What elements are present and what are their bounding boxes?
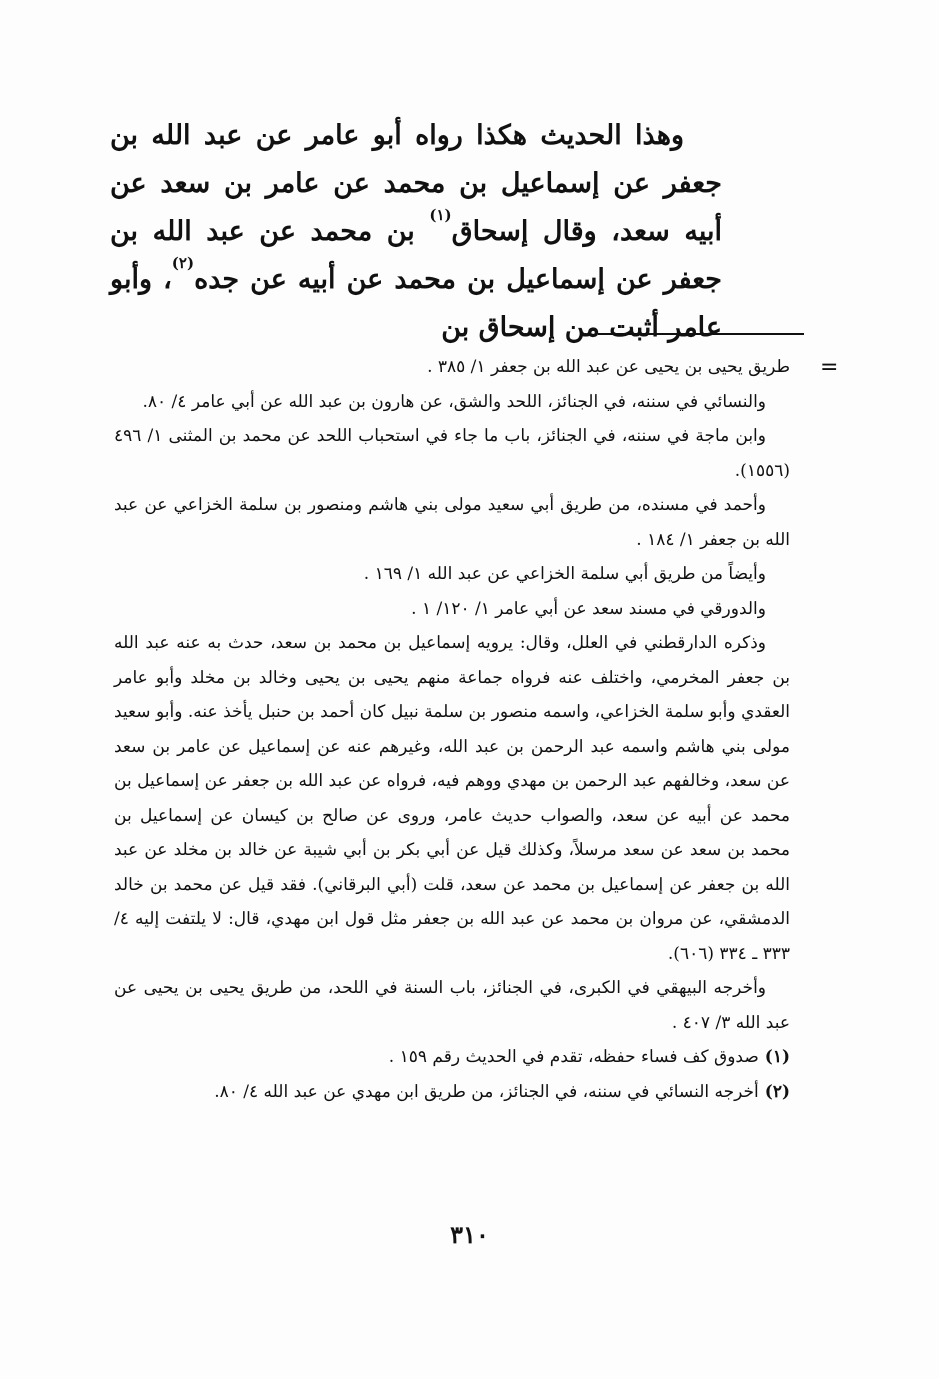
footnotes-section (114, 350, 790, 1109)
footnote-text: صدوق كف فساء حفظه، تقدم في الحديث رقم ١٥٩ . (388, 1047, 759, 1067)
footnote-2 (114, 1075, 790, 1110)
note-line: وأيضاً من طريق أبي سلمة الخزاعي عن عبد الله ١/ ١٦٩ . (363, 564, 766, 584)
note-line: وذكره الدارقطني في العلل، وقال: يرويه إسماعيل بن محمد بن سعد، حدث به عنه عبد الله بن جعفر المخرمي، واختلف عنه فرواه جماعة منهم يحيى بن يحيى وخالد بن مخلد وأبو عامر العقدي وأبو سلمة الخزاعي، واسمه منصور بن سلمة نبيل كان أحمد بن حنبل يأخذ عنه. وأبو سعيد مولى بني هاشم واسمه عبد الرحمن بن عبد الله، وغيرهم عنه عن إسماعيل عن عامر بن سعد عن سعد، وخالفهم عبد الرحمن بن مهدي ووهم فيه، فرواه عن عبد الله بن جعفر عن إسماعيل بن محمد عن أبيه عن سعد، والصواب حديث عامر، وروى عن صالح بن كيسان عن إسماعيل بن محمد بن سعد عن سعد مرسلاً، وكذلك قيل عن أبي بكر بن أبي شيبة عن خالد بن مخلد عن عبد الله بن جعفر عن إسماعيل بن محمد عن سعد، قلت (أبي البرقاني). فقد قيل عن محمد بن خالد الدمشقي، عن مروان بن محمد عن عبد الله بن جعفر مثل قول ابن مهدي، قال: لا يلتفت إليه ٤/ ٣٣٣ ـ ٣٣٤ (٦٠٦). (114, 633, 790, 964)
note-line: وابن ماجة في سننه، في الجنائز، باب ما جاء في استحباب اللحد عن محمد بن المثنى ١/ ٤٩٦ (١٥٥٦). (114, 426, 790, 481)
footnote-text: أخرجه النسائي في سننه، في الجنائز، من طريق ابن مهدي عن عبد الله ٤/ ٨٠. (214, 1081, 759, 1102)
footnote-1 (114, 1040, 790, 1075)
footnote-ref-1: (١) (429, 206, 452, 224)
main-text-part-3: ، وأبو عامر أثبت من إسحاق بن (110, 264, 722, 343)
footnote-number: (١) (764, 1047, 790, 1067)
note-line: طريق يحيى بن يحيى عن عبد الله بن جعفر ١/ ٣٨٥ . (427, 357, 790, 377)
footnote-separator (598, 333, 804, 335)
note-line: وأخرجه البيهقي في الكبرى، في الجنائز، باب السنة في اللحد، من طريق يحيى بن يحيى عن عبد الله ٣/ ٤٠٧ . (114, 978, 790, 1033)
footnote-ref-2: (٢) (171, 254, 195, 272)
continuation-mark: = (820, 355, 839, 380)
note-line: وأحمد في مسنده، من طريق أبي سعيد مولى بني هاشم ومنصور بن سلمة الخزاعي عن عبد الله بن جعفر ١/ ١٨٤ . (114, 495, 790, 550)
main-paragraph (110, 112, 722, 352)
main-text (110, 112, 722, 352)
page-number: ٣١٠ (450, 1220, 489, 1249)
main-text-part-2: بن محمد عن عبد الله بن جعفر عن إسماعيل بن محمد عن أبيه عن جده (110, 216, 722, 295)
note-line: والنسائي في سننه، في الجنائز، اللحد والشق، عن هارون بن عبد الله عن أبي عامر ٤/ ٨٠. (142, 391, 766, 412)
footnote-number: (٢) (764, 1081, 790, 1102)
main-text-part-1: وهذا الحديث هكذا رواه أبو عامر عن عبد الله بن جعفر عن إسماعيل بن محمد عن عامر بن سعد عن أبيه سعد، وقال إسحاق (110, 120, 722, 247)
note-line: والدورقي في مسند سعد عن أبي عامر ١/ ١٢٠/ ١ . (411, 598, 766, 619)
